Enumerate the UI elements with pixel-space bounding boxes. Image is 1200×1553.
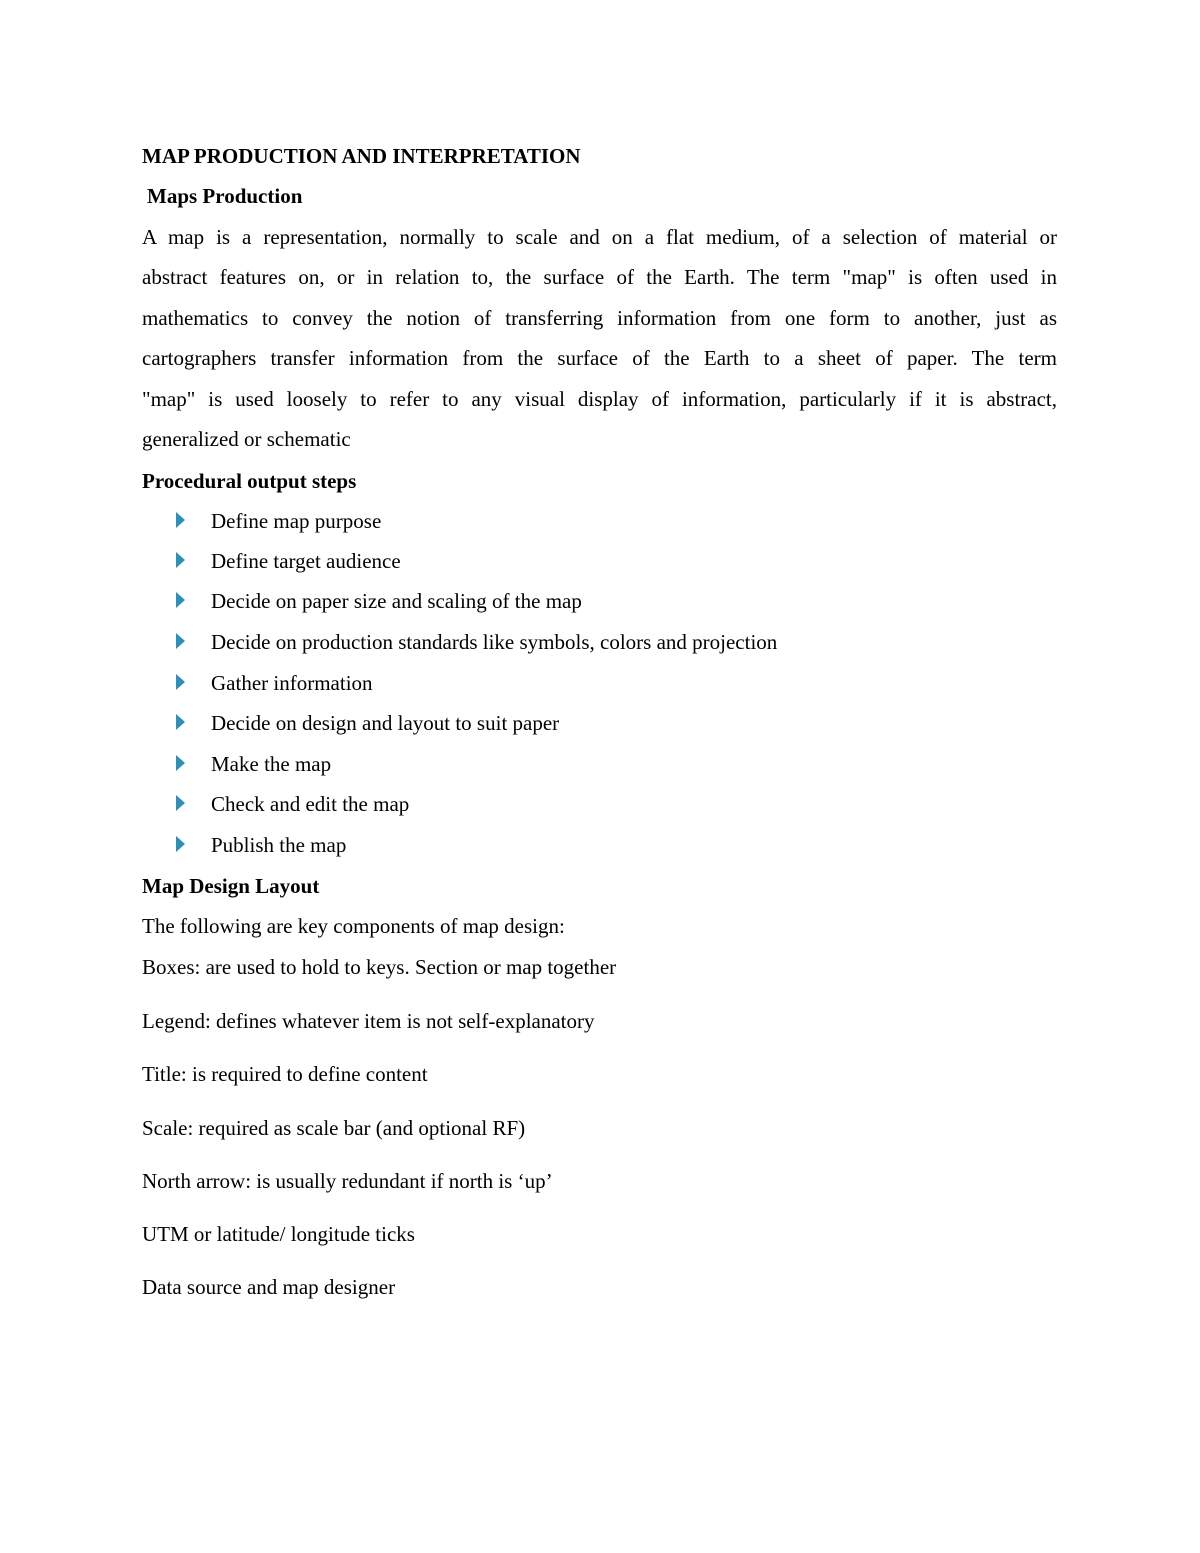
- triangle-right-icon: [176, 795, 185, 811]
- paragraph-line: mathematics to convey the notion of transferring information from one form to another, just as: [142, 306, 1057, 330]
- list-item-text: Decide on production standards like symbols, colors and projection: [211, 630, 778, 654]
- section-heading-maps-production: Maps Production: [147, 184, 303, 208]
- paragraph-line: A map is a representation, normally to scale and on a flat medium, of a selection of material or: [142, 225, 1057, 249]
- component-item: Scale: required as scale bar (and optional RF): [142, 1116, 526, 1140]
- list-item: [176, 507, 381, 535]
- component-item: Title: is required to define content: [142, 1062, 428, 1086]
- triangle-right-icon: [176, 755, 185, 771]
- paragraph-line-last: generalized or schematic: [142, 427, 351, 451]
- component-item: Legend: defines whatever item is not self-explanatory: [142, 1009, 595, 1033]
- list-item: [176, 547, 401, 575]
- list-item-text: Publish the map: [211, 833, 347, 857]
- component-item: UTM or latitude/ longitude ticks: [142, 1222, 415, 1246]
- component-item: Boxes: are used to hold to keys. Section or map together: [142, 955, 617, 979]
- list-item: [176, 709, 559, 737]
- triangle-right-icon: [176, 714, 185, 730]
- document-title: MAP PRODUCTION AND INTERPRETATION: [142, 144, 581, 168]
- list-item: [176, 669, 373, 697]
- list-item: [176, 587, 582, 615]
- list-item-text: Decide on design and layout to suit paper: [211, 711, 560, 735]
- list-item: [176, 628, 777, 656]
- triangle-right-icon: [176, 512, 185, 528]
- list-item-text: Gather information: [211, 671, 373, 695]
- paragraph-line: cartographers transfer information from the surface of the Earth to a sheet of paper. The term: [142, 346, 1057, 370]
- triangle-right-icon: [176, 592, 185, 608]
- list-item-text: Define target audience: [211, 549, 401, 573]
- component-item: North arrow: is usually redundant if north is ‘up’: [142, 1169, 553, 1193]
- list-item-text: Decide on paper size and scaling of the map: [211, 589, 582, 613]
- triangle-right-icon: [176, 633, 185, 649]
- list-item: [176, 750, 331, 778]
- paragraph-line: "map" is used loosely to refer to any visual display of information, particularly if it is abstract,: [142, 387, 1057, 411]
- list-item-text: Check and edit the map: [211, 792, 410, 816]
- list-item-text: Define map purpose: [211, 509, 382, 533]
- triangle-right-icon: [176, 836, 185, 852]
- component-item: Data source and map designer: [142, 1275, 396, 1299]
- section-intro: The following are key components of map design:: [142, 914, 565, 938]
- triangle-right-icon: [176, 674, 185, 690]
- list-item: [176, 790, 409, 818]
- list-item-text: Make the map: [211, 752, 332, 776]
- list-item: [176, 831, 346, 859]
- paragraph-line: abstract features on, or in relation to, the surface of the Earth. The term "map" is often used in: [142, 265, 1057, 289]
- triangle-right-icon: [176, 552, 185, 568]
- section-heading-map-design-layout: Map Design Layout: [142, 874, 320, 898]
- section-heading-procedural-steps: Procedural output steps: [142, 469, 357, 493]
